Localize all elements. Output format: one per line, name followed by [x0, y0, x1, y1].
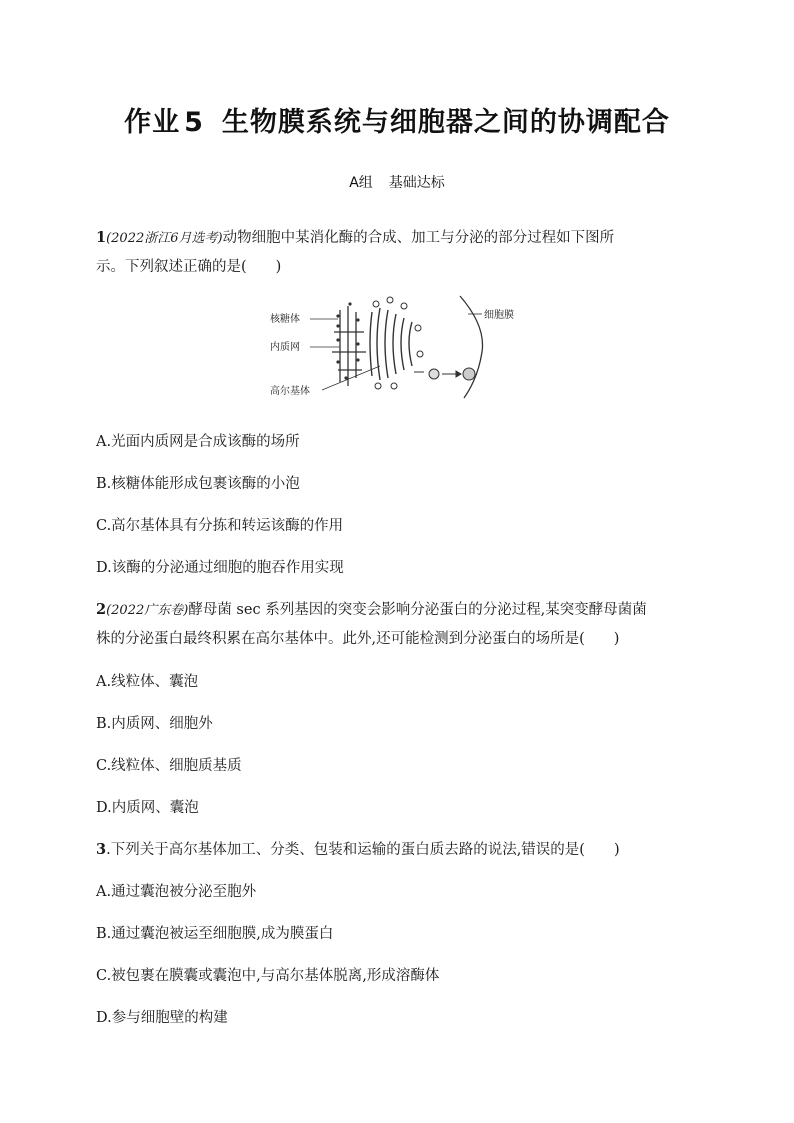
- q1-stem-line1: [96, 226, 614, 247]
- q3-stem: [96, 838, 620, 859]
- secretion-diagram: [268, 292, 536, 404]
- q3-number: 3: [96, 841, 107, 858]
- q1-number: 1: [96, 229, 107, 246]
- q2-stem-line1: [96, 598, 647, 619]
- q3-option-d: D.参与细胞壁的构建: [96, 1010, 228, 1026]
- section-group: A组: [349, 175, 373, 191]
- q2-option-b: B.内质网、细胞外: [96, 716, 213, 732]
- golgi-structure: [370, 308, 412, 380]
- secretory-vesicles: [414, 368, 475, 380]
- section-name: 基础达标: [388, 175, 445, 191]
- label-membrane: 细胞膜: [484, 310, 514, 321]
- secretion-diagram-svg: [268, 292, 536, 404]
- q3-stem-text: .下列关于高尔基体加工、分类、包装和运输的蛋白质去路的说法,错误的是( ): [106, 842, 620, 858]
- q2-stem-text1: 酵母菌 sec 系列基因的突变会影响分泌蛋白的分泌过程,某突变酵母菌菌: [188, 602, 647, 618]
- q2-option-a: A.线粒体、囊泡: [96, 674, 199, 690]
- q3-option-a: A.通过囊泡被分泌至胞外: [96, 884, 257, 900]
- q1-option-a: A.光面内质网是合成该酶的场所: [96, 434, 300, 450]
- q3-option-c: C.被包裹在膜囊或囊泡中,与高尔基体脱离,形成溶酶体: [96, 968, 440, 984]
- title-text: 生物膜系统与细胞器之间的协调配合: [221, 107, 670, 138]
- golgi-vesicles: [373, 297, 423, 389]
- q2-stem-line2: 株的分泌蛋白最终积累在高尔基体中。此外,还可能检测到分泌蛋白的场所是( ): [96, 631, 620, 647]
- title-prefix: 作业: [124, 107, 181, 138]
- label-golgi: 高尔基体: [270, 386, 310, 397]
- q2-option-c: C.线粒体、细胞质基质: [96, 758, 242, 774]
- q2-option-d: D.内质网、囊泡: [96, 800, 199, 816]
- q2-source: (2022广东卷): [106, 603, 189, 618]
- label-er: 内质网: [270, 342, 300, 353]
- q3-option-b: B.通过囊泡被运至细胞膜,成为膜蛋白: [96, 926, 334, 942]
- q1-option-b: B.核糖体能形成包裹该酶的小泡: [96, 476, 300, 492]
- q2-number: 2: [96, 601, 107, 618]
- title-number: 5: [184, 107, 204, 138]
- q1-source: (2022浙江6月选考): [106, 231, 223, 246]
- page-title: [0, 100, 794, 139]
- cell-membrane-line: [460, 296, 483, 398]
- label-ribosome: 核糖体: [270, 314, 300, 325]
- q1-option-d: D.该酶的分泌通过细胞的胞吞作用实现: [96, 560, 344, 576]
- q1-option-c: C.高尔基体具有分拣和转运该酶的作用: [96, 518, 344, 534]
- section-heading: [0, 172, 794, 192]
- q1-stem-line2: 示。下列叙述正确的是( ): [96, 259, 282, 275]
- q1-stem-text1: 动物细胞中某消化酶的合成、加工与分泌的部分过程如下图所: [222, 230, 615, 246]
